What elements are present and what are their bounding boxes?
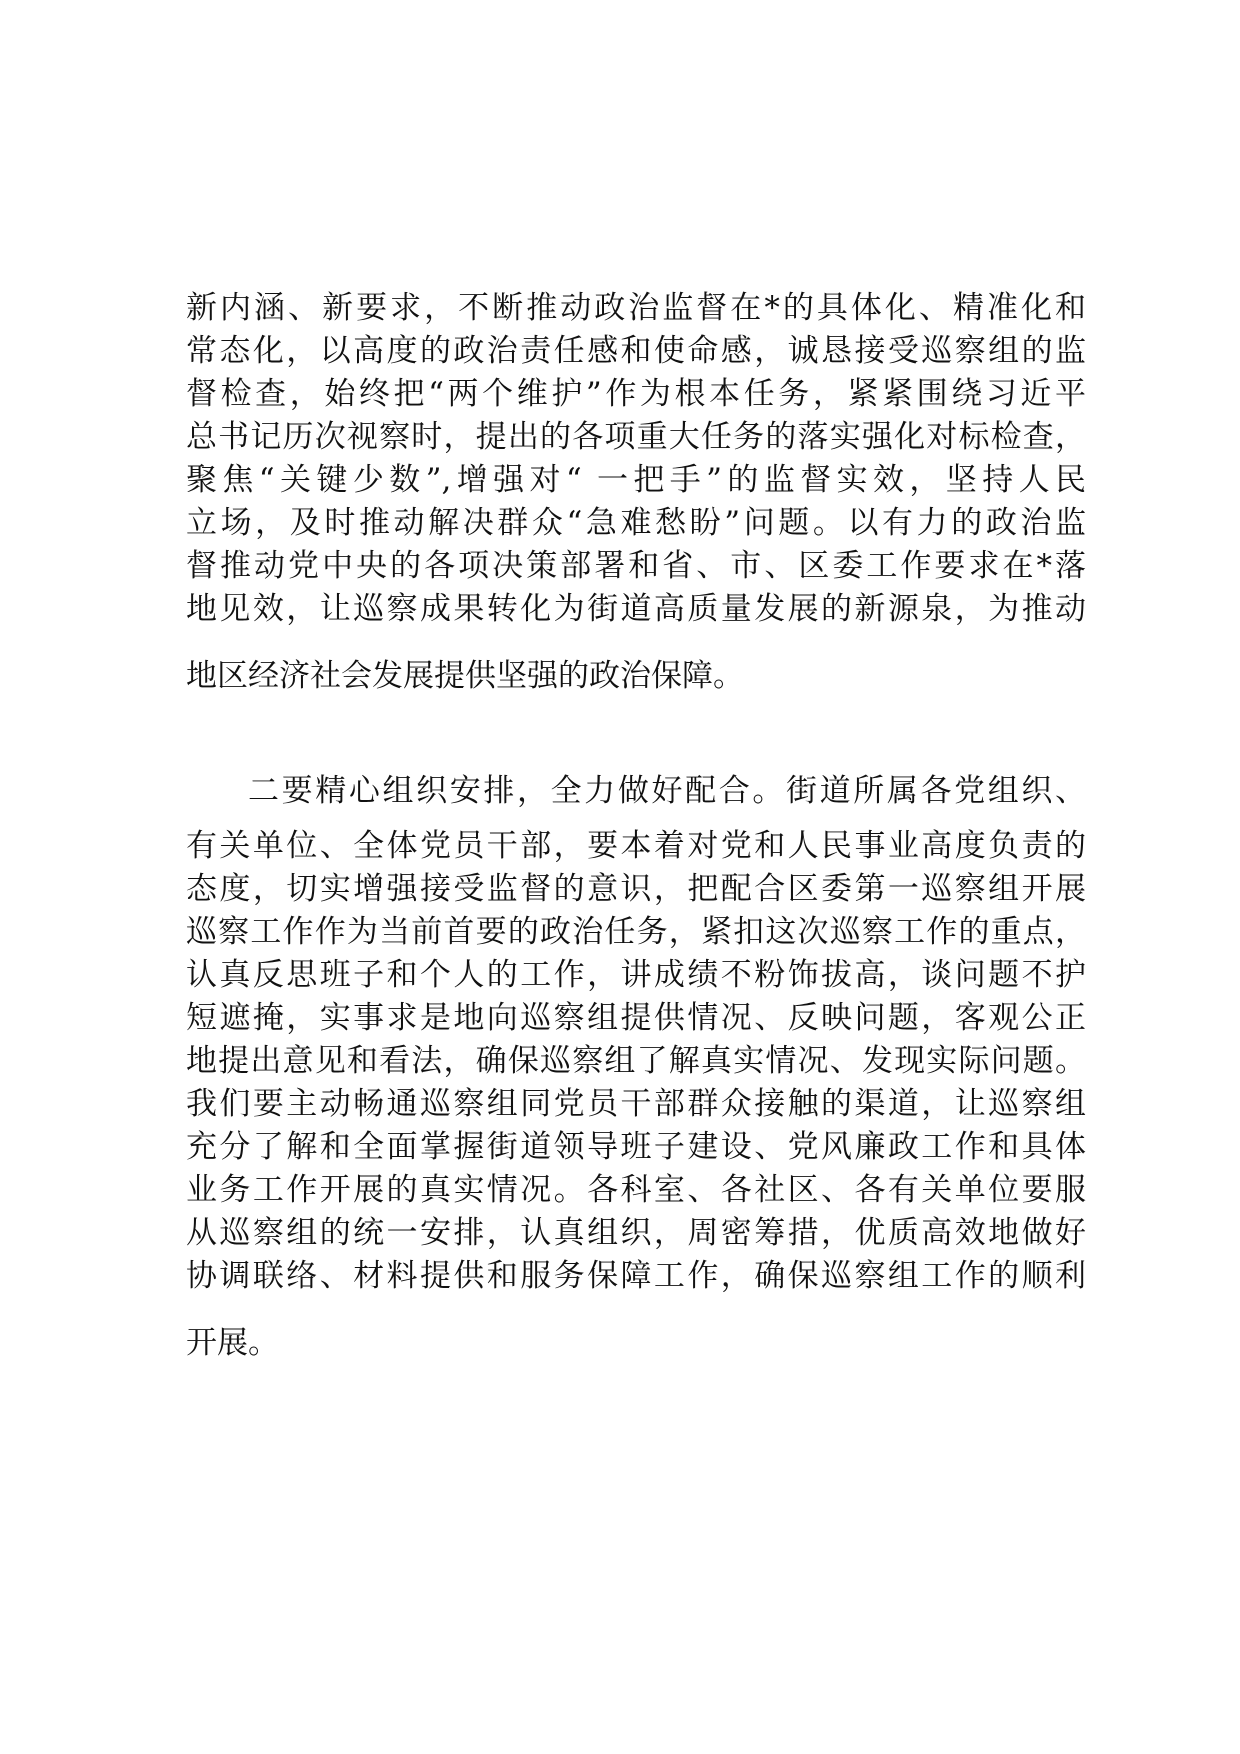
- text-line: 态度，切实增强接受监督的意识，把配合区委第一巡察组开展: [186, 871, 1086, 907]
- paragraph-organize-cooperate: [186, 770, 1086, 1365]
- text-line: 地见效，让巡察成果转化为街道高质量发展的新源泉，为推动: [186, 591, 1086, 627]
- text-line: 短遮掩，实事求是地向巡察组提供情况、反映问题，客观公正: [186, 1000, 1086, 1036]
- text-line: 地提出意见和看法，确保巡察组了解真实情况、发现实际问题。: [186, 1043, 1086, 1079]
- text-line: 认真反思班子和个人的工作，讲成绩不粉饰拔高，谈问题不护: [186, 957, 1086, 993]
- text-line: 地区经济社会发展提供坚强的政治保障。: [186, 658, 744, 694]
- text-line: 立场，及时推动解决群众“急难愁盼”问题。以有力的政治监: [186, 505, 1086, 541]
- text-line: 总书记历次视察时，提出的各项重大任务的落实强化对标检查，: [186, 419, 1086, 455]
- text-line: 充分了解和全面掌握街道领导班子建设、党风廉政工作和具体: [186, 1129, 1086, 1165]
- paragraph-political-supervision: [186, 287, 1086, 698]
- text-line: 开展。: [186, 1325, 279, 1361]
- text-line: 督检查，始终把“两个维护”作为根本任务，紧紧围绕习近平: [186, 376, 1086, 412]
- text-line: 二要精心组织安排，全力做好配合。街道所属各党组织、: [248, 773, 1086, 809]
- text-line: 常态化，以高度的政治责任感和使命感，诚恳接受巡察组的监: [186, 333, 1086, 369]
- text-line: 督推动党中央的各项决策部署和省、市、区委工作要求在*落: [186, 548, 1086, 584]
- text-line: 有关单位、全体党员干部，要本着对党和人民事业高度负责的: [186, 828, 1086, 864]
- text-line: 新内涵、新要求，不断推动政治监督在*的具体化、精准化和: [186, 290, 1086, 326]
- text-line: 聚焦“关键少数”,增强对“ 一把手”的监督实效，坚持人民: [186, 462, 1086, 498]
- text-line: 巡察工作作为当前首要的政治任务，紧扣这次巡察工作的重点，: [186, 914, 1086, 950]
- text-line: 从巡察组的统一安排，认真组织，周密筹措，优质高效地做好: [186, 1215, 1086, 1251]
- text-line: 我们要主动畅通巡察组同党员干部群众接触的渠道，让巡察组: [186, 1086, 1086, 1122]
- text-line: 业务工作开展的真实情况。各科室、各社区、各有关单位要服: [186, 1172, 1086, 1208]
- text-line: 协调联络、材料提供和服务保障工作，确保巡察组工作的顺利: [186, 1258, 1086, 1294]
